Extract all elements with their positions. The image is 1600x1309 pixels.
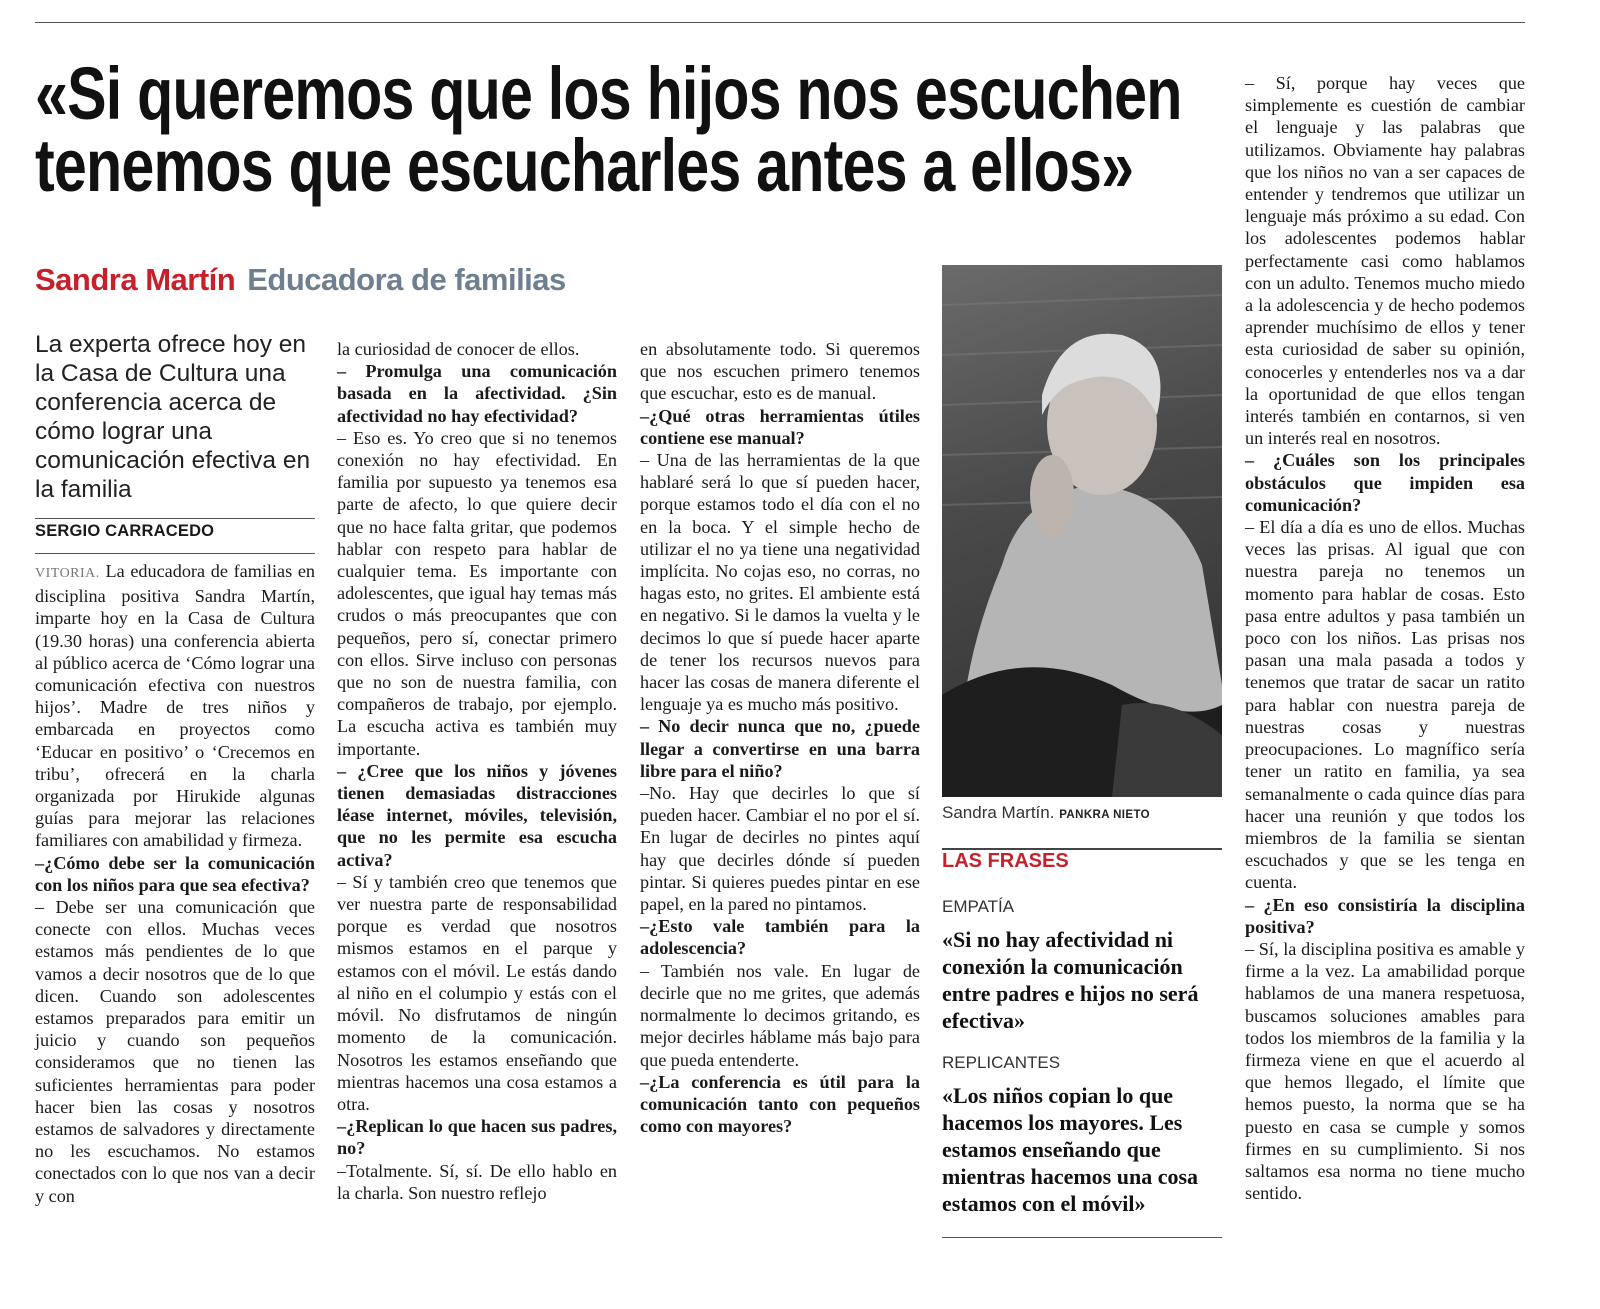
interview-question [640, 405, 920, 449]
interview-answer [35, 896, 315, 1207]
paragraph-text: – Sí y también creo que tenemos que ver nuestra parte de responsabilidad porque es verdad que nosotros mismos estamos en el parque y estamos con el móvil. Le estás dando al niño en el columpio y estás con el móvil. No disfrutamos de ningún momento de la comunicación. Nosotros les estamos enseñando que mientras hacemos una cosa estamos a otra. [337, 871, 617, 1114]
frase-quote: «Los niños copian lo que hacemos los mayores. Les estamos enseñando que mientras hacemos una cosa estamos con el móvil» [942, 1083, 1199, 1216]
interview-answer [337, 1160, 617, 1204]
paragraph-text: – No decir nunca que no, ¿puede llegar a convertirse en una barra libre para el niño? [640, 716, 920, 781]
interview-question [640, 1071, 920, 1138]
column-3 [640, 338, 920, 1137]
portrait-image [942, 265, 1222, 797]
interview-answer [640, 449, 920, 715]
interview-answer [1245, 72, 1525, 449]
interview-question [640, 915, 920, 959]
top-rule [35, 22, 1525, 23]
interview-answer [337, 338, 617, 360]
caption-text: Sandra Martín. [942, 803, 1055, 822]
interview-answer [640, 960, 920, 1071]
paragraph-text: –Totalmente. Sí, sí. De ello hablo en la charla. Son nuestro reflejo [337, 1160, 617, 1203]
paragraph-text: – Eso es. Yo creo que si no tenemos conexión no hay efectividad. En familia por supuesto ya tenemos esa parte de afecto, lo que quiere decir que no hace falta gritar, que podemos hablar con respeto para hablar de cualquier tema. Es importante con adolescentes, que igual hay temas más crudos o más preocupantes que con pequeños, pero sí, conectar primero con ellos. Sirve incluso con personas que no son de nuestra familia, con compañeros de trabajo, por ejemplo. La escucha activa es también muy importante. [337, 427, 617, 759]
author: SERGIO CARRACEDO [35, 522, 215, 540]
lede: La experta ofrece hoy en la Casa de Cultura una conferencia acerca de cómo lograr una comunicación efectiva en la familia [35, 331, 311, 503]
interview-answer [640, 338, 920, 405]
frase-quote: «Si no hay afectividad ni conexión la comunicación entre padres e hijos no será efectiva» [942, 927, 1199, 1033]
frases-title: LAS FRASES [942, 850, 1069, 872]
interview-question [35, 852, 315, 896]
interview-question [337, 360, 617, 427]
interview-answer [337, 871, 617, 1115]
interview-question [640, 715, 920, 782]
interview-answer [337, 427, 617, 760]
frases-rule-bottom [942, 1237, 1222, 1238]
column-5 [1245, 72, 1525, 1204]
paragraph-text: – ¿Cuáles son los principales obstáculos que impiden esa comunicación? [1245, 450, 1525, 515]
paragraph-text: – También nos vale. En lugar de decirle que no me grites, que además normalmente lo decimos gritando, es mejor decirles háblame más bajo para que pueda entenderte. [640, 960, 920, 1070]
paragraph-text: – El día a día es uno de ellos. Muchas veces las prisas. Al igual que con nuestra pareja no tenemos un momento para hablar de cosas. Esto pasa entre adultos y pasa también un poco con los niños. Las prisas nos pasan una mala pasada a todos y tenemos que tratar de sacar un ratito para hablar con nuestra pareja de nuestras cosas y nuestras preocupaciones. Lo magnífico sería tener un ratito en familia, ya sea semanalmente o cada quince días para hacer una reunión y que todos los miembros de la familia se sientan escuchados y que se les tenga en cuenta. [1245, 517, 1525, 893]
headline-line-2: tenemos que escucharles antes a ellos» [35, 124, 1134, 207]
interviewee-role: Educadora de familias [247, 262, 566, 297]
paragraph-text: – Promulga una comunicación basada en la afectividad. ¿Sin afectividad no hay efectividad? [337, 361, 617, 426]
interview-answer [1245, 938, 1525, 1204]
paragraph-text: La educadora de familias en disciplina positiva Sandra Martín, imparte hoy en la Casa de Cultura (19.30 horas) una conferencia abierta al público acerca de ‘Cómo lograr una comunicación efectiva con nuestros hijos’. Madre de tres niños y embarcada en proyectos como ‘Educar en positivo’ o ‘Crecemos en tribu’, ofrecerá en la charla organizada por Hirukide algunas guías para mejorar las relaciones familiares con amabilidad y firmeza. [35, 561, 316, 851]
interview-answer [640, 782, 920, 915]
author-rule-top [35, 518, 315, 519]
author-rule-bottom [35, 553, 315, 554]
paragraph-text: –¿Replican lo que hacen sus padres, no? [337, 1116, 617, 1159]
headline [35, 52, 1235, 207]
interview-question [337, 760, 617, 871]
paragraph-text: – Sí, porque hay veces que simplemente es cuestión de cambiar el lenguaje y las palabras que utilizamos. Obviamente hay palabras que los niños no van a ser capaces de entender y tendremos que utilizar un lenguaje más próximo a su edad. Con los adolescentes podemos hablar perfectamente casi como hablamos con un adulto. Tenemos mucho miedo a la adolescencia y de hecho podemos aprender muchísimo de ellos y tener esta curiosidad de saber su opinión, conocerles y entenderles nos va a dar la oportunidad de que ellos tengan interés también en contarnos, si ven un interés real en nosotros. [1245, 73, 1525, 449]
paragraph-text: –¿Esto vale también para la adolescencia? [640, 916, 920, 959]
paragraph-text: – Una de las herramientas de la que hablaré será lo que sí pueden hacer, porque estamos todo el día con el no en la boca. Y el simple hecho de utilizar el no ya tiene una negatividad implícita. No cojas eso, no corras, no hagas esto, no grites. El ambiente está en negativo. Si le damos la vuelta y le decimos lo que sí puede hacer aparte de tener los recursos nuevos para hacer las cosas de manera diferente el lenguaje ya es mucho más positivo. [640, 450, 920, 715]
portrait-photo [942, 265, 1222, 797]
interview-question [1245, 449, 1525, 516]
paragraph-text: en absolutamente todo. Si queremos que nos escuchen primero tenemos que escuchar, esto es de manual. [640, 339, 920, 404]
dateline: VITORIA. [35, 566, 100, 581]
paragraph-text: la curiosidad de conocer de ellos. [337, 339, 580, 359]
paragraph-text: – ¿Cree que los niños y jóvenes tienen demasiadas distracciones léase internet, móviles, televisión, que no les permite esa escucha activa? [337, 760, 617, 870]
paragraph-text: –¿La conferencia es útil para la comunicación tanto con pequeños como con mayores? [640, 1071, 920, 1137]
byline [35, 262, 566, 298]
paragraph-text: – ¿En eso consistiría la disciplina positiva? [1245, 894, 1525, 937]
interview-answer [1245, 516, 1525, 893]
paragraph-text: – Debe ser una comunicación que conecte con ellos. Muchas veces estamos más pendientes de lo que vamos a decir nosotros que de lo que dicen. Cuando son adolescentes estamos preparados para emitir un juicio y cuando son pequeños consideramos que no tienen las suficientes herramientas para poder hacer bien las cosas y nosotros estamos de salvadores y directamente no les escuchamos. No estamos conectados con lo que nos van a decir y con [35, 897, 315, 1206]
paragraph-text: – Sí, la disciplina positiva es amable y firme a la vez. La amabilidad porque hablamos de una manera respetuosa, buscamos soluciones amables para todos los miembros de la familia y la firmeza viene en que el acuerdo al que hemos llegado, el límite que hemos puesto, la norma que se ha puesto en casa se cumple y somos firmes en su cumplimiento. Si nos saltamos esa norma no tiene mucho sentido. [1245, 938, 1525, 1204]
photo-caption [942, 803, 1150, 823]
headline-line-1: «Si queremos que los hijos nos escuchen [35, 52, 1182, 135]
paragraph-text: –¿Qué otras herramientas útiles contiene ese manual? [640, 405, 920, 448]
frase-kicker: REPLICANTES [942, 1053, 1061, 1072]
interviewee-name: Sandra Martín [35, 262, 236, 297]
frase-kicker: EMPATÍA [942, 897, 1015, 916]
interview-question [1245, 894, 1525, 938]
column-1 [35, 560, 315, 1207]
column-2 [337, 338, 617, 1204]
paragraph-text: –No. Hay que decirles lo que sí pueden hacer. Cambiar el no por el sí. En lugar de decirles no pintes aquí hay que decirles dónde sí pueden pintar. Si quieres puedes pintar en ese papel, en la pared no pintamos. [640, 783, 920, 915]
photo-credit: PANKRA NIETO [1059, 809, 1151, 821]
interview-question [337, 1115, 617, 1159]
paragraph-text: –¿Cómo debe ser la comunicación con los niños para que sea efectiva? [35, 852, 315, 895]
interview-answer [35, 560, 315, 852]
